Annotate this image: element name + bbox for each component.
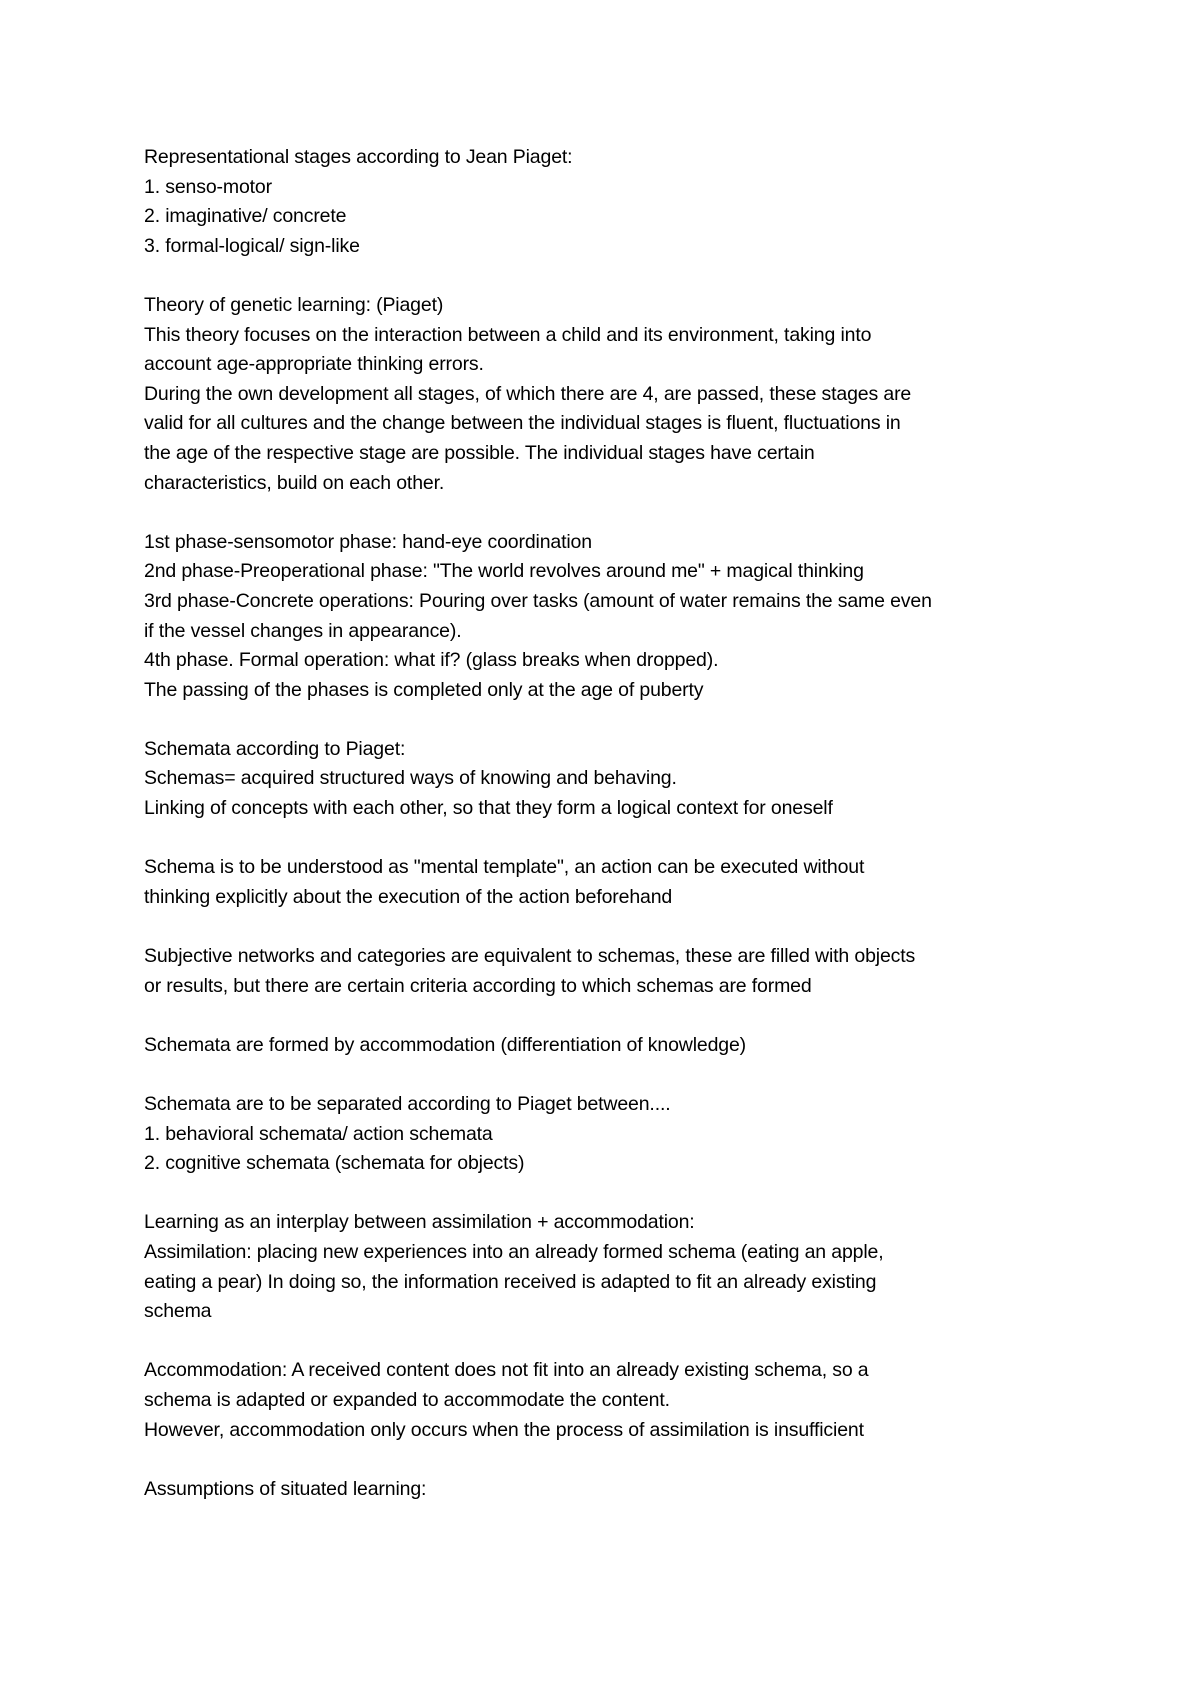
text-line: 1. behavioral schemata/ action schemata bbox=[144, 1122, 493, 1145]
text-line: Linking of concepts with each other, so that they form a logical context for oneself bbox=[144, 797, 833, 820]
blank-line bbox=[144, 1001, 1084, 1031]
text-line: 2. imaginative/ concrete bbox=[144, 205, 347, 228]
blank-line bbox=[144, 1327, 1084, 1357]
blank-line bbox=[144, 498, 1084, 528]
text-line: 4th phase. Formal operation: what if? (glass breaks when dropped). bbox=[144, 649, 719, 672]
text-line: Accommodation: A received content does not fit into an already existing schema, so a bbox=[144, 1359, 869, 1382]
text-line: Assimilation: placing new experiences into an already formed schema (eating an apple, bbox=[144, 1240, 884, 1263]
blank-line bbox=[144, 705, 1084, 735]
text-line: Schema is to be understood as "mental template", an action can be executed without bbox=[144, 856, 865, 879]
text-line: the age of the respective stage are possible. The individual stages have certain bbox=[144, 441, 815, 464]
text-line: Subjective networks and categories are equivalent to schemas, these are filled with objects bbox=[144, 945, 916, 968]
text-line: Schemata are to be separated according to Piaget between.... bbox=[144, 1093, 671, 1115]
text-line: or results, but there are certain criteria according to which schemas are formed bbox=[144, 974, 812, 997]
text-line: thinking explicitly about the execution of the action beforehand bbox=[144, 885, 673, 908]
text-line: valid for all cultures and the change between the individual stages is fluent, fluctuations in bbox=[144, 412, 901, 435]
text-line: This theory focuses on the interaction between a child and its environment, taking into bbox=[144, 323, 872, 346]
text-line: However, accommodation only occurs when the process of assimilation is insufficient bbox=[144, 1418, 864, 1441]
text-line: Theory of genetic learning: (Piaget) bbox=[144, 293, 444, 316]
text-line: 2. cognitive schemata (schemata for objects) bbox=[144, 1152, 525, 1175]
blank-line bbox=[144, 1179, 1084, 1209]
blank-line bbox=[144, 1445, 1084, 1475]
text-line: Assumptions of situated learning: bbox=[144, 1477, 427, 1500]
text-line: 1. senso-motor bbox=[144, 175, 272, 198]
blank-line bbox=[144, 912, 1084, 942]
text-line: 3rd phase-Concrete operations: Pouring over tasks (amount of water remains the same even bbox=[144, 589, 932, 612]
text-line: 2nd phase-Preoperational phase: "The world revolves around me" + magical thinking bbox=[144, 560, 864, 583]
text-line: account age-appropriate thinking errors. bbox=[144, 353, 484, 376]
text-line: 1st phase-sensomotor phase: hand-eye coordination bbox=[144, 530, 592, 553]
document-body bbox=[144, 143, 1084, 1504]
text-line: 3. formal-logical/ sign-like bbox=[144, 234, 360, 257]
text-line: Representational stages according to Jean Piaget: bbox=[144, 146, 573, 168]
text-line: if the vessel changes in appearance). bbox=[144, 619, 462, 642]
text-line: During the own development all stages, of which there are 4, are passed, these stages are bbox=[144, 382, 912, 405]
text-line: schema is adapted or expanded to accommodate the content. bbox=[144, 1388, 670, 1411]
text-line: Schemas= acquired structured ways of knowing and behaving. bbox=[144, 767, 677, 790]
text-line: schema bbox=[144, 1300, 212, 1323]
blank-line bbox=[144, 1060, 1084, 1090]
text-line: eating a pear) In doing so, the information received is adapted to fit an already existing bbox=[144, 1270, 877, 1293]
text-line: Schemata according to Piaget: bbox=[144, 737, 406, 760]
blank-line bbox=[144, 261, 1084, 291]
text-line: The passing of the phases is completed only at the age of puberty bbox=[144, 678, 704, 701]
text-line: characteristics, build on each other. bbox=[144, 471, 445, 494]
text-line: Learning as an interplay between assimilation + accommodation: bbox=[144, 1211, 695, 1234]
blank-line bbox=[144, 824, 1084, 854]
text-line: Schemata are formed by accommodation (differentiation of knowledge) bbox=[144, 1033, 747, 1056]
